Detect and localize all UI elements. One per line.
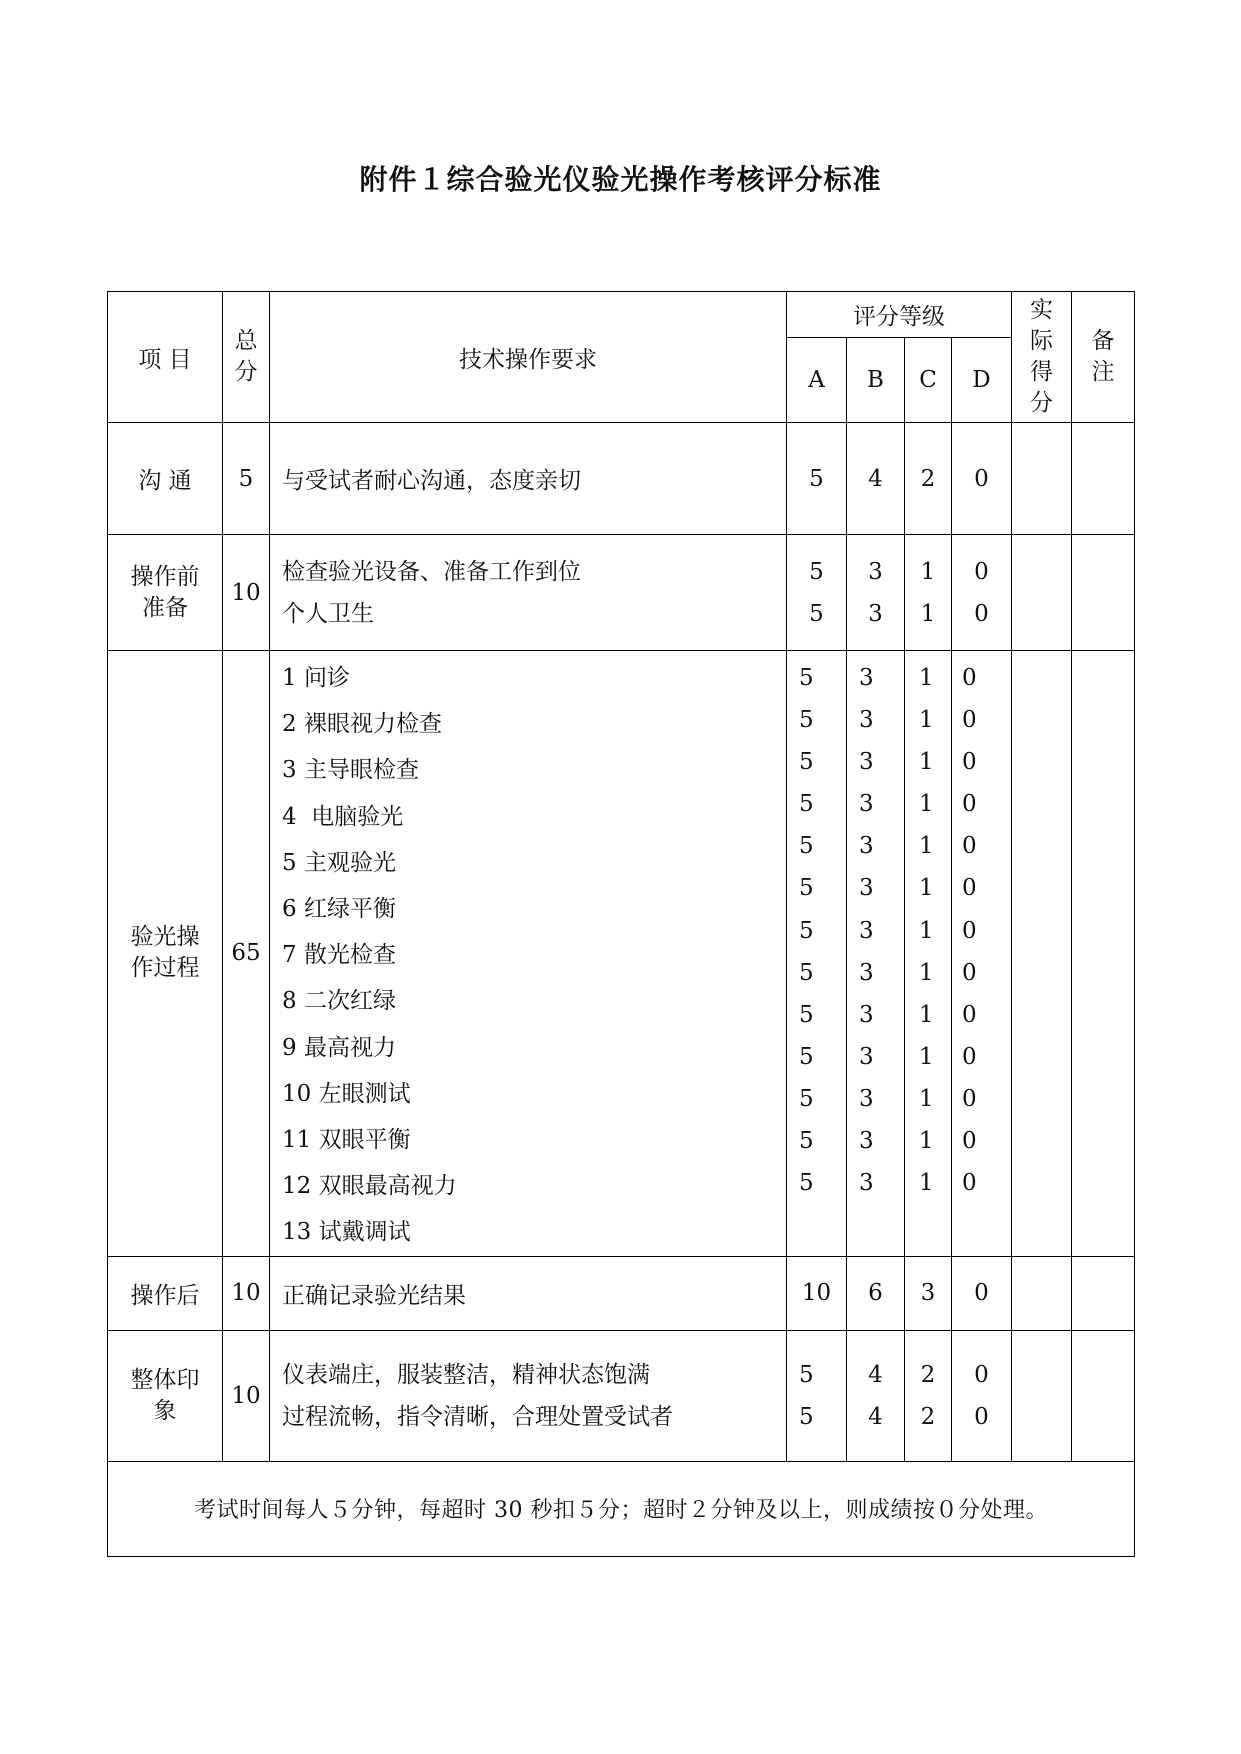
requirement-cell: 检查验光设备、准备工作到位 个人卫生 bbox=[270, 535, 787, 651]
header-item: 项 目 bbox=[108, 292, 223, 423]
header-total: 总 分 bbox=[223, 292, 270, 423]
grade-c-cell: 1 1 bbox=[905, 535, 952, 651]
header-grade-a: A bbox=[787, 338, 847, 423]
remark-cell bbox=[1072, 423, 1135, 535]
item-cell: 整体印 象 bbox=[108, 1330, 223, 1461]
grade-b-cell: 4 bbox=[847, 423, 905, 535]
grade-a-cell: 5 bbox=[787, 423, 847, 535]
requirement-cell: 1 问诊 2 裸眼视力检查 3 主导眼检查 4 电脑验光 5 主观验光 6 红绿平衡 7 散光检查 8 二次红绿 9 最高视力 10 左眼测试 11 双眼平衡 12 双眼最高视力 13 试戴调试 bbox=[270, 651, 787, 1257]
item-cell: 操作前 准备 bbox=[108, 535, 223, 651]
item-cell: 验光操 作过程 bbox=[108, 651, 223, 1257]
total-cell: 10 bbox=[223, 535, 270, 651]
actual-score-cell bbox=[1012, 423, 1072, 535]
grade-c-cell: 2 2 bbox=[905, 1330, 952, 1461]
grade-c-cell: 3 bbox=[905, 1256, 952, 1330]
footer-note: 考试时间每人５分钟，每超时 30 秒扣５分；超时２分钟及以上，则成绩按０分处理。 bbox=[108, 1461, 1135, 1556]
actual-score-cell bbox=[1012, 535, 1072, 651]
grade-d-cell: 0 0 bbox=[952, 1330, 1012, 1461]
header-grade: 评分等级 bbox=[787, 292, 1012, 338]
total-cell: 65 bbox=[223, 651, 270, 1257]
remark-cell bbox=[1072, 535, 1135, 651]
item-cell: 操作后 bbox=[108, 1256, 223, 1330]
actual-score-cell bbox=[1012, 651, 1072, 1257]
header-requirement: 技术操作要求 bbox=[270, 292, 787, 423]
header-grade-c: C bbox=[905, 338, 952, 423]
grade-c-cell: 1 1 1 1 1 1 1 1 1 1 1 1 1 bbox=[905, 651, 952, 1257]
requirement-cell: 与受试者耐心沟通，态度亲切 bbox=[270, 423, 787, 535]
actual-score-cell bbox=[1012, 1256, 1072, 1330]
table-row bbox=[108, 1330, 1135, 1461]
requirement-cell: 正确记录验光结果 bbox=[270, 1256, 787, 1330]
grade-d-cell: 0 bbox=[952, 423, 1012, 535]
grade-a-cell: 5 5 bbox=[787, 535, 847, 651]
grade-a-cell: 5 5 bbox=[787, 1330, 847, 1461]
grade-c-cell: 2 bbox=[905, 423, 952, 535]
remark-cell bbox=[1072, 651, 1135, 1257]
table-row bbox=[108, 423, 1135, 535]
header-remark: 备 注 bbox=[1072, 292, 1135, 423]
grade-d-cell: 0 0 0 0 0 0 0 0 0 0 0 0 0 bbox=[952, 651, 1012, 1257]
grade-a-cell: 5 5 5 5 5 5 5 5 5 5 5 5 5 bbox=[787, 651, 847, 1257]
page-title: 附件１综合验光仪验光操作考核评分标准 bbox=[359, 163, 882, 196]
table-row bbox=[108, 535, 1135, 651]
grade-d-cell: 0 0 bbox=[952, 535, 1012, 651]
header-actual-score: 实 际 得 分 bbox=[1012, 292, 1072, 423]
remark-cell bbox=[1072, 1330, 1135, 1461]
total-cell: 5 bbox=[223, 423, 270, 535]
item-cell: 沟 通 bbox=[108, 423, 223, 535]
grade-b-cell: 6 bbox=[847, 1256, 905, 1330]
actual-score-cell bbox=[1012, 1330, 1072, 1461]
table-row bbox=[108, 651, 1135, 1257]
grade-b-cell: 3 3 3 3 3 3 3 3 3 3 3 3 3 bbox=[847, 651, 905, 1257]
total-cell: 10 bbox=[223, 1256, 270, 1330]
total-cell: 10 bbox=[223, 1330, 270, 1461]
header-grade-d: D bbox=[952, 338, 1012, 423]
header-grade-b: B bbox=[847, 338, 905, 423]
requirement-cell: 仪表端庄，服装整洁，精神状态饱满 过程流畅，指令清晰，合理处置受试者 bbox=[270, 1330, 787, 1461]
scoring-table bbox=[107, 291, 1135, 1557]
grade-d-cell: 0 bbox=[952, 1256, 1012, 1330]
grade-a-cell: 10 bbox=[787, 1256, 847, 1330]
remark-cell bbox=[1072, 1256, 1135, 1330]
grade-b-cell: 3 3 bbox=[847, 535, 905, 651]
grade-b-cell: 4 4 bbox=[847, 1330, 905, 1461]
table-row bbox=[108, 1256, 1135, 1330]
